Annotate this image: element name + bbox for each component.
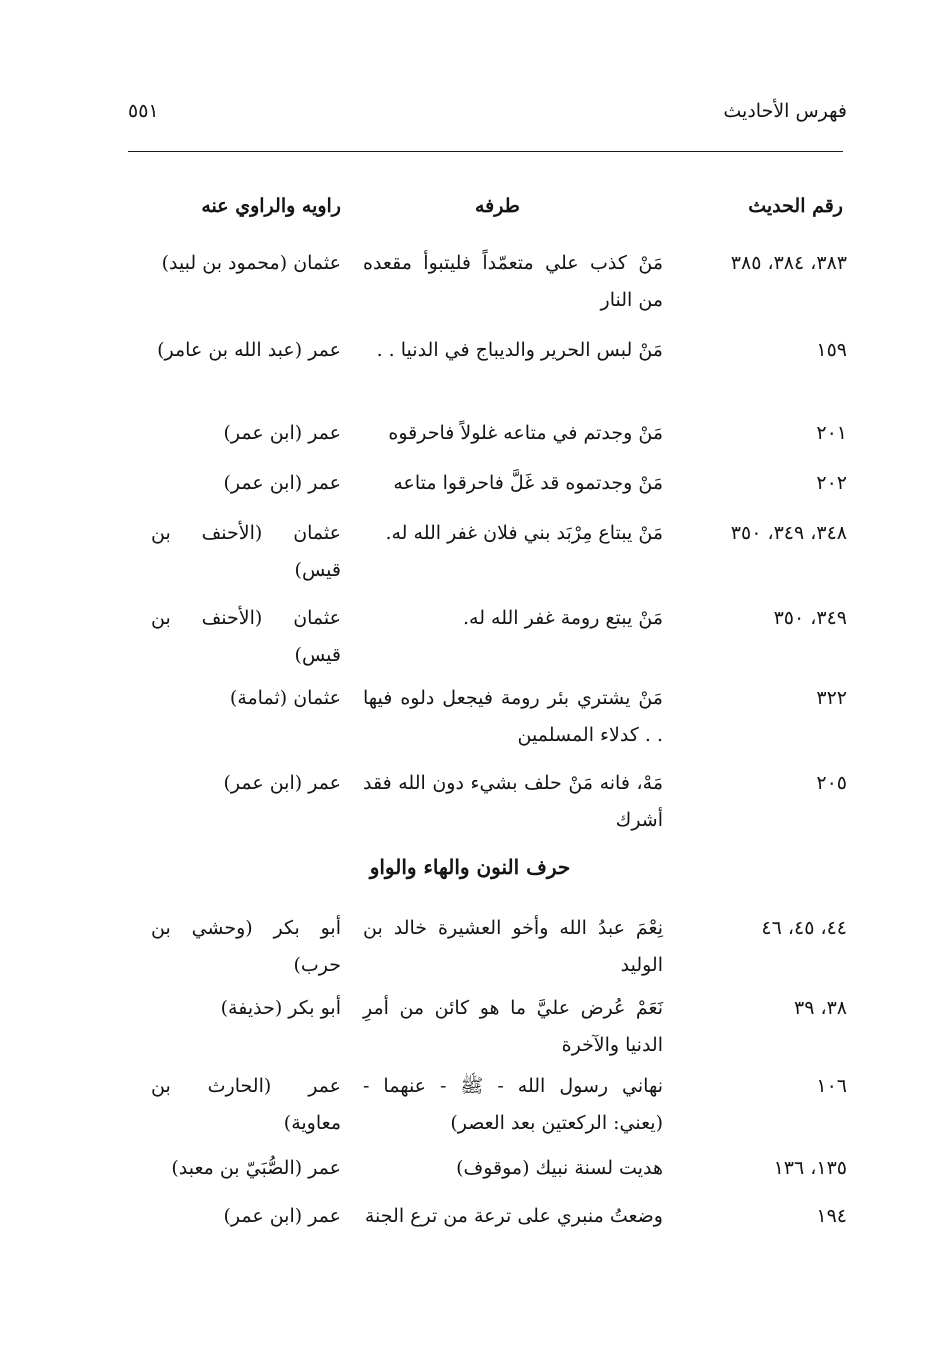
page-number: ٥٥١ xyxy=(128,100,159,122)
hadith-narrator: عمر (ابن عمر) xyxy=(223,422,341,444)
hadith-number: ١٠٦ xyxy=(816,1075,847,1097)
hadith-number: ٢٠١ xyxy=(816,422,847,444)
hadith-narrator: عثمان (ثمامة) xyxy=(229,687,341,709)
hadith-text: مَنْ وجدتم في متاعه غلولاً فاحرقوه xyxy=(388,422,663,444)
hadith-text: مَنْ وجدتموه قد غَلَّ فاحرقوا متاعه xyxy=(393,472,663,494)
hadith-number: ٣٨، ٣٩ xyxy=(793,997,847,1019)
hadith-text: نهاني رسول الله - ﷺ - عنهما - (يعني: الركعتين بعد العصر) xyxy=(363,1075,663,1134)
hadith-narrator: أبو بكر (وحشي بن حرب) xyxy=(151,917,341,976)
column-header-text: طرفه xyxy=(475,195,520,217)
hadith-narrator: عمر (الحارث بن معاوية) xyxy=(151,1075,341,1134)
hadith-text: هديت لسنة نبيك (موقوف) xyxy=(456,1157,663,1179)
hadith-narrator: عثمان (الأحنف بن قيس) xyxy=(151,522,341,581)
hadith-number: ١٩٤ xyxy=(816,1205,847,1227)
hadith-text: مَهْ، فانه مَنْ حلف بشيء دون الله فقد أشرك xyxy=(363,772,663,831)
hadith-text: مَنْ يبتاع مِرْبَد بني فلان غفر الله له. xyxy=(385,522,663,544)
hadith-text: مَنْ يبتع رومة غفر الله له. xyxy=(462,607,663,629)
hadith-number: ٣٨٣، ٣٨٤، ٣٨٥ xyxy=(730,252,847,274)
hadith-narrator: عمر (عبد الله بن عامر) xyxy=(157,339,341,361)
hadith-narrator: عمر (الصُّبَيّ بن معبد) xyxy=(171,1157,341,1179)
hadith-text: مَنْ لبس الحرير والديباج في الدنيا . . xyxy=(376,339,663,361)
hadith-number: ٢٠٢ xyxy=(816,472,847,494)
column-header-number: رقم الحديث xyxy=(748,195,843,217)
hadith-narrator: عمر (ابن عمر) xyxy=(223,772,341,794)
header-rule xyxy=(128,151,843,152)
hadith-text: مَنْ كذب علي متعمّداً فليتبوأ مقعده من النار xyxy=(363,252,663,311)
hadith-narrator: عثمان (الأحنف بن قيس) xyxy=(151,607,341,666)
hadith-text: وضعتُ منبري على ترعة من ترع الجنة xyxy=(364,1205,663,1227)
hadith-text: نَعَمْ عُرض عليَّ ما هو كائن من أمرِ الدنيا والآخرة xyxy=(363,997,663,1056)
hadith-number: ١٥٩ xyxy=(816,339,847,361)
column-header-narrator: راويه والراوي عنه xyxy=(201,195,341,217)
hadith-narrator: عمر (ابن عمر) xyxy=(223,472,341,494)
hadith-text: مَنْ يشتري بئر رومة فيجعل دلوه فيها . . كدلاء المسلمين xyxy=(363,687,663,746)
hadith-narrator: عثمان (محمود بن لبيد) xyxy=(161,252,341,274)
hadith-number: ٣٤٩، ٣٥٠ xyxy=(773,607,847,629)
hadith-text: نِعْمَ عبدُ الله وأخو العشيرة خالد بن الوليد xyxy=(363,917,663,976)
hadith-number: ٢٠٥ xyxy=(816,772,847,794)
running-title: فهرس الأحاديث xyxy=(723,100,847,122)
hadith-number: ١٣٥، ١٣٦ xyxy=(773,1157,847,1179)
hadith-number: ٣٤٨، ٣٤٩، ٣٥٠ xyxy=(730,522,847,544)
hadith-number: ٤٤، ٤٥، ٤٦ xyxy=(761,917,847,939)
section-heading: حرف النون والهاء والواو xyxy=(369,855,571,879)
hadith-narrator: عمر (ابن عمر) xyxy=(223,1205,341,1227)
hadith-narrator: أبو بكر (حذيفة) xyxy=(220,997,341,1019)
hadith-number: ٣٢٢ xyxy=(816,687,847,709)
